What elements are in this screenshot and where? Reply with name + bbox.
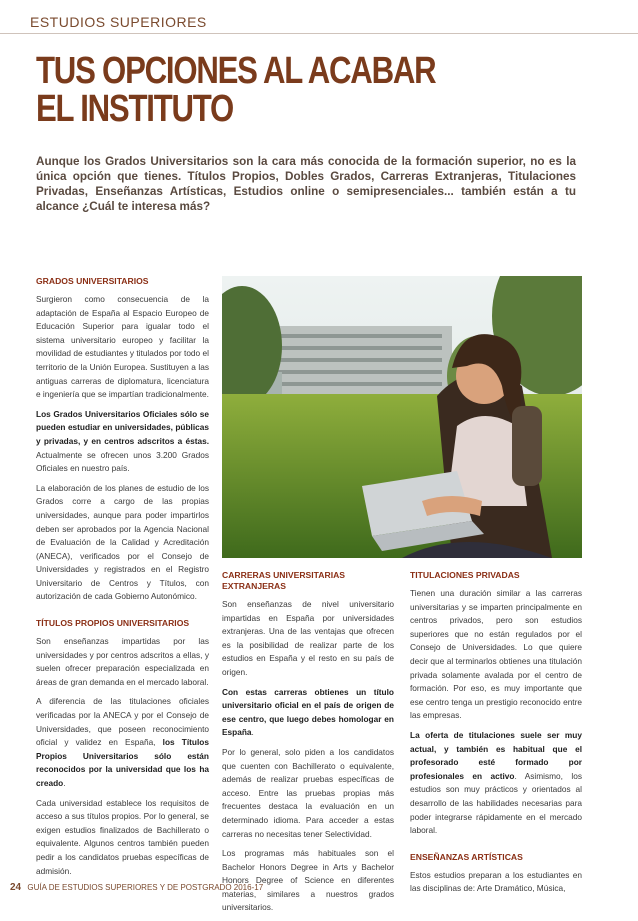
propios-heading: TÍTULOS PROPIOS UNIVERSITARIOS: [36, 618, 190, 629]
privadas-p2-bold: La oferta de titulaciones suele ser muy actual, y también es habitual que el profesorado esté formado por profesionales en activo: [410, 729, 582, 781]
propios-p2-post: .: [63, 778, 66, 788]
extranjeras-heading-line-2: EXTRANJERAS: [222, 581, 286, 591]
extranjeras-paragraph-2: [222, 686, 394, 740]
privadas-heading: TITULACIONES PRIVADAS: [410, 570, 520, 580]
extranjeras-heading-line-1: CARRERAS UNIVERSITARIAS: [222, 570, 346, 580]
footer-publication: GUÍA DE ESTUDIOS SUPERIORES Y DE POSTGRADO 2016-17: [27, 883, 264, 892]
extranjeras-p2-bold: Con estas carreras obtienes un título universitario oficial en el país de origen de ese centro, que luego debes homologar en España: [222, 686, 394, 738]
title-line-1: TUS OPCIONES AL ACABAR: [36, 50, 436, 92]
column-right: [410, 570, 582, 902]
grados-paragraph-3: La elaboración de los planes de estudio de los Grados corre a cargo de las propias universidades, aunque para poder impartirlos deben ser aprobados por la Agencia Nacional de Evaluación de la Calidad y Acreditación (ANECA), verificados por el Consejo de Universidades y registrados en el Registro Universitario de Centros y Títulos, con autorización de cada Gobierno Autonómico.: [36, 482, 209, 602]
intro-paragraph: Aunque los Grados Universitarios son la cara más conocida de la formación superior, no es la única opción que tienes. Títulos Propios, Dobles Grados, Carreras Extranjeras, Titulaciones Privadas, Enseñanzas Artísticas, Estudios online o semipresenciales... también están a tu alcance ¿Cuál te interesa más?: [36, 155, 576, 213]
extranjeras-paragraph-3: Por lo general, solo piden a los candidatos que cuenten con Bachillerato o equivalente, además de realizar pruebas específicas de acceso. Entre las pruebas propias más frecuentes destaca la evaluación en un determinado idioma. Para acceder a estas carreras no necesitas tener Selectividad.: [222, 746, 394, 839]
extranjeras-paragraph-1: Son enseñanzas de nivel universitario impartidas en España por universidades extranjeras. Una de las ventajas que ofrecen es la posibilidad de realizar parte de los estudios en España y el resto en su país de origen.: [222, 599, 394, 677]
propios-paragraph-1: Son enseñanzas impartidas por las universidades y por centros adscritos a ellas, y suelen ofrecer preparación especializada en áreas de gran demanda en el mercado laboral.: [36, 636, 209, 687]
extranjeras-heading: [222, 570, 394, 592]
privadas-paragraph-1: Tienen una duración similar a las carreras universitarias y se imparten principalmente en centros privados, pero son estudios superiores que no están regulados por el Consejo de Universidades. Lo que quiere decir que al terminarlos obtienes una titulación privada solamente avalada por el centro de formación. Por eso, es muy importante que ese centro tenga un prestigio reconocido entre las empresas.: [410, 588, 582, 721]
artisticas-heading: ENSEÑANZAS ARTÍSTICAS: [410, 851, 523, 862]
grados-p2-bold: Los Grados Universitarios Oficiales sólo se pueden estudiar en universidades, públicas y privadas, y en centros adscritos a éstas.: [36, 408, 209, 446]
header-divider: [0, 33, 638, 34]
propios-p2-pre: A diferencia de las titulaciones oficiales verificadas por la ANECA y por el Consejo de Universidades, que poseen reconocimiento oficial y validez en España,: [36, 696, 209, 748]
page-number: 24: [10, 882, 22, 893]
column-left: [36, 276, 209, 884]
title-line-2: EL INSTITUTO: [36, 88, 234, 130]
column-middle: [222, 570, 394, 921]
page-title: [36, 52, 495, 128]
grados-paragraph-2: [36, 408, 209, 476]
extranjeras-p2-post: .: [251, 727, 254, 738]
propios-paragraph-3: Cada universidad establece los requisitos de acceso a sus títulos propios. Por lo general, se exigen estudios finalizados de Bachillerato o equivalente. Algunos centros también pueden pedir a los candidatos pruebas específicas de admisión.: [36, 797, 209, 876]
student-laptop-illustration: [222, 276, 582, 558]
propios-paragraph-2: [36, 695, 209, 790]
extranjeras-paragraph-4: Los programas más habituales son el Bachelor Honors Degree in Arts y Bachelor Honors Degree of Science en diferentes materias, similares a nuestros grados universitarios.: [222, 848, 394, 913]
section-label: ESTUDIOS SUPERIORES: [30, 14, 207, 30]
page-footer: [10, 882, 263, 893]
grados-heading: GRADOS UNIVERSITARIOS: [36, 276, 149, 286]
grados-paragraph-1: Surgieron como consecuencia de la adaptación de España al Espacio Europeo de Educación Superior para igualar todo el sistema universitario europeo y facilitar la movilidad de estudiantes y titulados por todo el territorio de la Unión Europea. Sustituyen a las antiguas carreras de diplomatura, licenciatura e ingeniería que se impartían tradicionalmente.: [36, 294, 209, 400]
propios-p2-bold: los Títulos Propios Universitarios sólo están reconocidos por la universidad que los ha creado: [36, 737, 209, 788]
student-photo: [222, 276, 582, 558]
privadas-paragraph-2: [410, 729, 582, 838]
privadas-p2-rest: . Asimismo, los estudios son muy prácticos y orientados al desarrollo de las habilidades necesarias para poder integrarse rápidamente en el mercado laboral.: [410, 770, 583, 836]
grados-p2-rest: Actualmente se ofrecen unos 3.200 Grados Oficiales en nuestro país.: [36, 449, 209, 474]
artisticas-paragraph-1: Estos estudios preparan a los estudiantes en las disciplinas de: Arte Dramático, Música,: [410, 869, 582, 894]
